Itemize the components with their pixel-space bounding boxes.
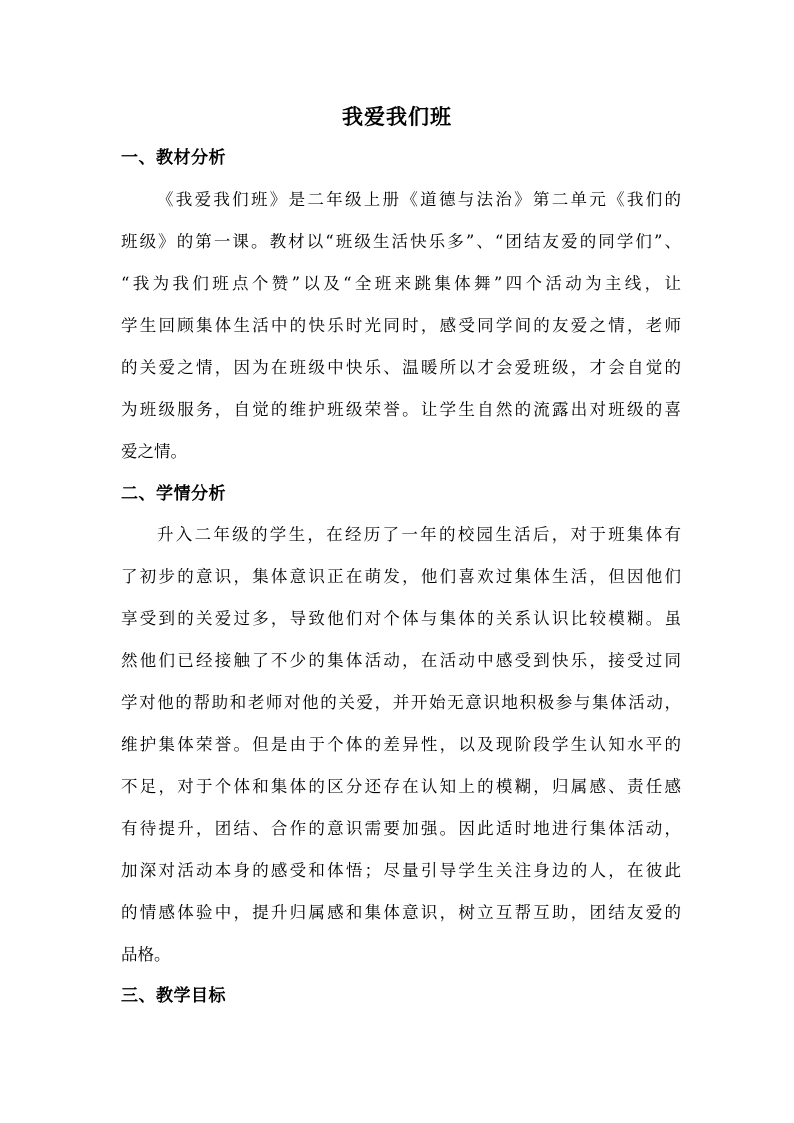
paragraph-line: 的情感体验中，提升归属感和集体意识，树立互帮互助，团结友爱的 <box>121 903 681 922</box>
paragraph-line: 爱之情。 <box>121 442 187 461</box>
paragraph-line: 班级》的第一课。教材以“班级生活快乐多”、“团结友爱的同学们”、 <box>121 232 681 251</box>
paragraph-line: 的关爱之情，因为在班级中快乐、温暖所以才会爱班级，才会自觉的 <box>121 358 681 377</box>
paragraph-line: 了初步的意识，集体意识正在萌发，他们喜欢过集体生活，但因他们 <box>121 567 681 586</box>
section-heading-textbook-analysis: 一、教材分析 <box>121 148 226 168</box>
document-title: 我爱我们班 <box>342 104 452 129</box>
paragraph-line: 为班级服务，自觉的维护班级荣誉。让学生自然的流露出对班级的喜 <box>121 400 681 419</box>
paragraph-line: 《我爱我们班》是二年级上册《道德与法治》第二单元《我们的 <box>157 190 681 209</box>
paragraph-line: 不足，对于个体和集体的区分还存在认知上的模糊，归属感、责任感 <box>121 777 681 796</box>
section-heading-learner-analysis: 二、学情分析 <box>121 484 226 504</box>
paragraph-line: 维护集体荣誉。但是由于个体的差异性，以及现阶段学生认知水平的 <box>121 735 681 754</box>
paragraph-line: 然他们已经接触了不少的集体活动，在活动中感受到快乐，接受过同 <box>121 651 681 670</box>
paragraph-line: 享受到的关爱过多，导致他们对个体与集体的关系认识比较模糊。虽 <box>121 609 681 628</box>
paragraph-line: “我为我们班点个赞”以及“全班来跳集体舞”四个活动为主线，让 <box>121 274 681 293</box>
paragraph-line: 加深对活动本身的感受和体悟；尽量引导学生关注身边的人，在彼此 <box>121 861 681 880</box>
paragraph-line: 升入二年级的学生，在经历了一年的校园生活后，对于班集体有 <box>157 525 681 544</box>
paragraph-line: 品格。 <box>121 945 171 964</box>
section-heading-teaching-goals: 三、教学目标 <box>121 986 226 1006</box>
paragraph-line: 学生回顾集体生活中的快乐时光同时，感受同学间的友爱之情，老师 <box>121 316 681 335</box>
paragraph-line: 有待提升，团结、合作的意识需要加强。因此适时地进行集体活动， <box>121 819 681 838</box>
paragraph-line: 学对他的帮助和老师对他的关爱，并开始无意识地积极参与集体活动， <box>121 693 681 712</box>
